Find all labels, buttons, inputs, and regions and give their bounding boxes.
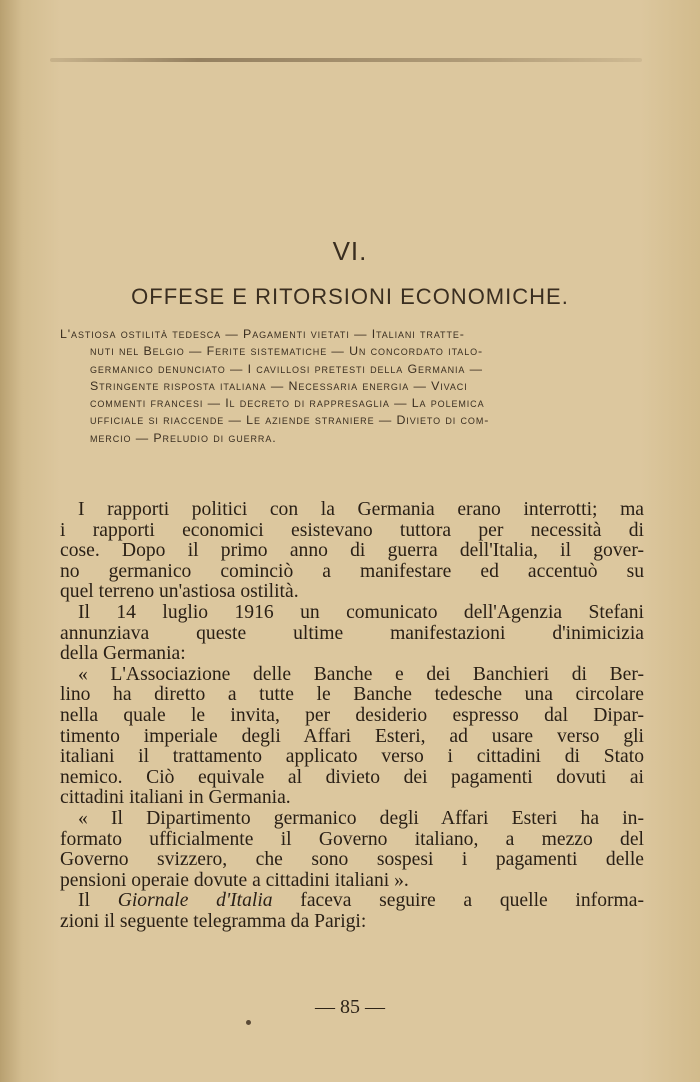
body-line: Il 14 luglio 1916 un comunicato dell'Agenzia Stefani	[78, 601, 644, 623]
text-segment: Il	[78, 890, 118, 912]
body-line: timento imperiale degli Affari Esteri, ad usare verso gli	[60, 725, 644, 747]
body-line: nemico. Ciò equivale al divieto dei pagamenti dovuti ai	[60, 766, 644, 788]
body-line: zioni il seguente telegramma da Parigi:	[60, 910, 367, 932]
body-line: quel terreno un'astiosa ostilità.	[60, 581, 299, 603]
body-line: cittadini italiani in Germania.	[60, 787, 291, 809]
chapter-number: VI.	[332, 236, 368, 266]
summary-line: commenti francesi — Il decreto di rappresaglia — La polemica	[90, 396, 485, 411]
body-line: annunziava queste ultime manifestazioni d'inimicizia	[60, 622, 644, 644]
body-line: « L'Associazione delle Banche e dei Banchieri di Ber-	[78, 663, 644, 685]
body-line: nella quale le invita, per desiderio espresso dal Dipar-	[60, 704, 644, 726]
summary-line: Stringente risposta italiana — Necessaria energia — Vivaci	[90, 378, 468, 393]
summary-line: germanico denunciato — I cavillosi pretesti della Germania —	[90, 361, 483, 376]
body-line: « Il Dipartimento germanico degli Affari Esteri ha in-	[78, 807, 644, 829]
summary-line: nuti nel Belgio — Ferite sistematiche — Un concordato italo-	[90, 344, 484, 359]
summary-line: L'astiosa ostilità tedesca — Pagamenti vietati — Italiani tratte-	[60, 327, 465, 341]
ink-spot	[246, 1020, 251, 1025]
top-rule	[50, 58, 642, 62]
body-line: i rapporti economici esistevano tuttora per necessità di	[60, 519, 644, 541]
body-line: pensioni operaie dovute a cittadini italiani ».	[60, 869, 409, 891]
body-line: italiani il trattamento applicato verso i cittadini di Stato	[60, 746, 644, 768]
summary-line: ufficiale si riaccende — Le aziende straniere — Divieto di com-	[90, 413, 490, 428]
text-segment: faceva seguire a quelle informa-	[272, 890, 644, 912]
body-line: lino ha diretto a tutte le Banche tedesche una circolare	[60, 684, 644, 706]
body-line: Governo svizzero, che sono sospesi i pagamenti delle	[60, 849, 644, 871]
body-text	[60, 500, 644, 932]
summary-line: mercio — Preludio di guerra.	[90, 430, 277, 445]
body-line-with-italic	[60, 891, 644, 912]
chapter-summary	[60, 326, 640, 447]
body-line: cose. Dopo il primo anno di guerra dell'Italia, il gover-	[60, 540, 644, 562]
chapter-title: OFFESE E RITORSIONI ECONOMICHE.	[131, 284, 569, 309]
body-line: no germanico cominciò a manifestare ed accentuò su	[60, 560, 644, 582]
body-line: della Germania:	[60, 643, 186, 665]
page-number: — 85 —	[315, 996, 385, 1018]
body-line: I rapporti politici con la Germania erano interrotti; ma	[78, 499, 644, 520]
newspaper-title: Giornale d'Italia	[117, 890, 273, 912]
body-line: formato ufficialmente il Governo italiano, a mezzo del	[60, 828, 644, 850]
